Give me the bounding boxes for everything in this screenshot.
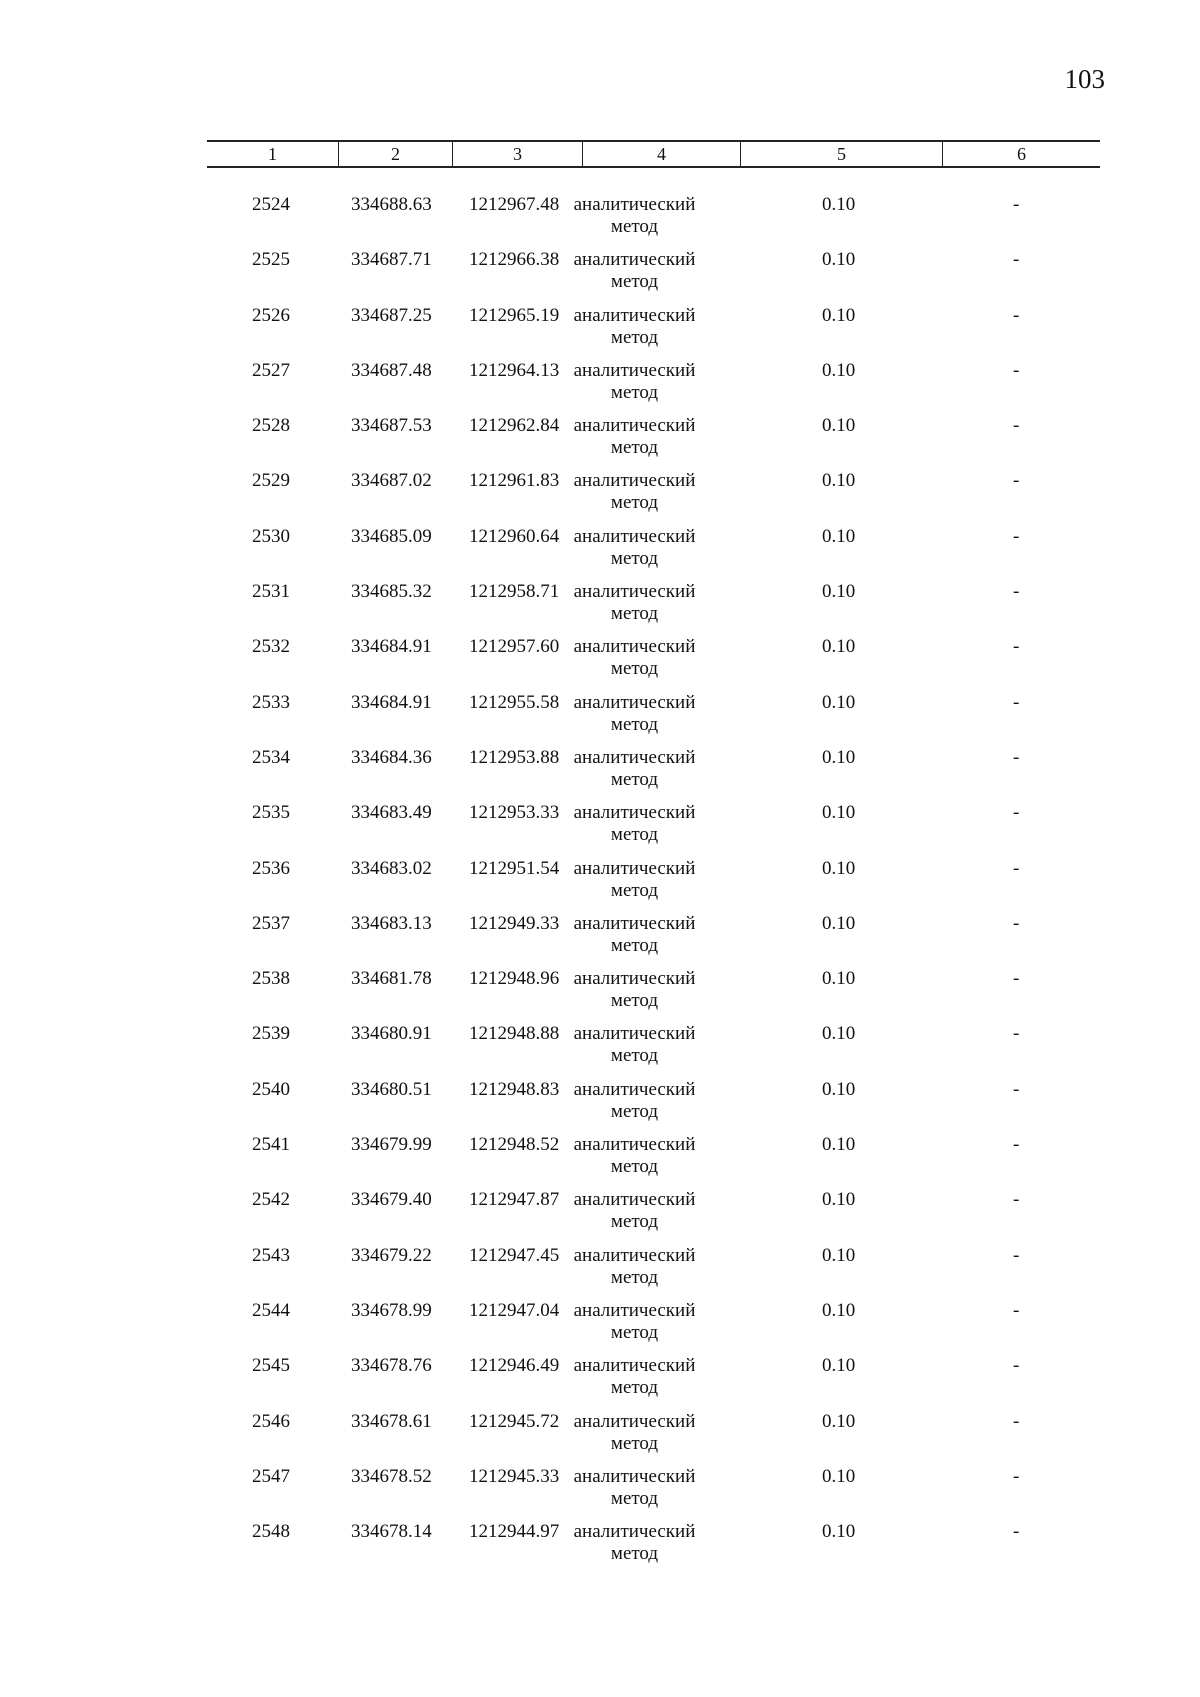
method-line-2: метод xyxy=(610,1432,659,1454)
method-cell xyxy=(547,747,722,791)
method-line-2: метод xyxy=(610,437,659,459)
point-number-cell: 2543 xyxy=(252,1244,290,1266)
table-row xyxy=(207,1355,1100,1410)
method-cell xyxy=(547,1189,722,1233)
method-cell xyxy=(547,1355,722,1399)
note-cell: - xyxy=(1013,912,1020,934)
x-coordinate-cell: 334685.32 xyxy=(351,581,432,603)
method-line-2: метод xyxy=(610,603,659,625)
method-cell xyxy=(547,968,722,1012)
note-cell: - xyxy=(1013,1410,1020,1432)
table-row xyxy=(207,802,1100,857)
method-cell xyxy=(547,1411,722,1455)
method-cell xyxy=(547,1245,722,1289)
y-coordinate-cell: 1212948.88 xyxy=(469,1023,560,1045)
x-coordinate-cell: 334687.53 xyxy=(351,415,432,437)
x-coordinate-cell: 334683.02 xyxy=(351,857,432,879)
accuracy-cell: 0.10 xyxy=(822,1465,856,1487)
method-line-1: аналитический xyxy=(573,1244,696,1266)
method-line-2: метод xyxy=(610,1100,659,1122)
method-line-1: аналитический xyxy=(573,746,696,768)
note-cell: - xyxy=(1013,1465,1020,1487)
method-line-1: аналитический xyxy=(573,857,696,879)
x-coordinate-cell: 334685.09 xyxy=(351,525,432,547)
note-cell: - xyxy=(1013,636,1020,658)
method-line-1: аналитический xyxy=(573,802,696,824)
note-cell: - xyxy=(1013,857,1020,879)
y-coordinate-cell: 1212953.33 xyxy=(469,802,560,824)
point-number-cell: 2536 xyxy=(252,857,290,879)
method-line-1: аналитический xyxy=(573,1299,696,1321)
method-line-2: метод xyxy=(610,768,659,790)
point-number-cell: 2541 xyxy=(252,1134,290,1156)
accuracy-cell: 0.10 xyxy=(822,1410,856,1432)
table-row xyxy=(207,692,1100,747)
coordinates-table xyxy=(207,140,1100,1576)
point-number-cell: 2533 xyxy=(252,691,290,713)
method-line-1: аналитический xyxy=(573,1189,696,1211)
accuracy-cell: 0.10 xyxy=(822,1189,856,1211)
table-row xyxy=(207,415,1100,470)
y-coordinate-cell: 1212945.72 xyxy=(469,1410,560,1432)
method-line-1: аналитический xyxy=(573,1078,696,1100)
x-coordinate-cell: 334684.36 xyxy=(351,746,432,768)
accuracy-cell: 0.10 xyxy=(822,1355,856,1377)
table-row xyxy=(207,858,1100,913)
accuracy-cell: 0.10 xyxy=(822,1078,856,1100)
table-row xyxy=(207,194,1100,249)
accuracy-cell: 0.10 xyxy=(822,581,856,603)
note-cell: - xyxy=(1013,746,1020,768)
method-line-1: аналитический xyxy=(573,359,696,381)
x-coordinate-cell: 334687.02 xyxy=(351,470,432,492)
y-coordinate-cell: 1212949.33 xyxy=(469,912,560,934)
x-coordinate-cell: 334678.14 xyxy=(351,1521,432,1543)
method-line-2: метод xyxy=(610,547,659,569)
table-header xyxy=(207,140,1100,168)
y-coordinate-cell: 1212957.60 xyxy=(469,636,560,658)
note-cell: - xyxy=(1013,802,1020,824)
x-coordinate-cell: 334678.52 xyxy=(351,1465,432,1487)
y-coordinate-cell: 1212948.83 xyxy=(469,1078,560,1100)
accuracy-cell: 0.10 xyxy=(822,1299,856,1321)
method-cell xyxy=(547,1079,722,1123)
accuracy-cell: 0.10 xyxy=(822,1023,856,1045)
table-row xyxy=(207,913,1100,968)
y-coordinate-cell: 1212965.19 xyxy=(469,304,560,326)
method-line-1: аналитический xyxy=(573,415,696,437)
x-coordinate-cell: 334684.91 xyxy=(351,636,432,658)
point-number-cell: 2526 xyxy=(252,304,290,326)
y-coordinate-cell: 1212958.71 xyxy=(469,581,560,603)
note-cell: - xyxy=(1013,1355,1020,1377)
table-row xyxy=(207,636,1100,691)
note-cell: - xyxy=(1013,968,1020,990)
y-coordinate-cell: 1212945.33 xyxy=(469,1465,560,1487)
note-cell: - xyxy=(1013,1244,1020,1266)
note-cell: - xyxy=(1013,525,1020,547)
table-row xyxy=(207,1411,1100,1466)
x-coordinate-cell: 334688.63 xyxy=(351,194,432,215)
table-row xyxy=(207,747,1100,802)
method-line-2: метод xyxy=(610,381,659,403)
method-line-1: аналитический xyxy=(573,1134,696,1156)
table-row xyxy=(207,1023,1100,1078)
method-cell xyxy=(547,194,722,238)
method-line-1: аналитический xyxy=(573,1023,696,1045)
column-header-4: 4 xyxy=(582,142,740,166)
x-coordinate-cell: 334687.48 xyxy=(351,359,432,381)
point-number-cell: 2547 xyxy=(252,1465,290,1487)
y-coordinate-cell: 1212960.64 xyxy=(469,525,560,547)
method-line-1: аналитический xyxy=(573,304,696,326)
y-coordinate-cell: 1212964.13 xyxy=(469,359,560,381)
method-line-1: аналитический xyxy=(573,1465,696,1487)
method-line-2: метод xyxy=(610,216,659,237)
y-coordinate-cell: 1212961.83 xyxy=(469,470,560,492)
x-coordinate-cell: 334683.13 xyxy=(351,912,432,934)
point-number-cell: 2542 xyxy=(252,1189,290,1211)
method-cell xyxy=(547,249,722,293)
accuracy-cell: 0.10 xyxy=(822,525,856,547)
point-number-cell: 2544 xyxy=(252,1299,290,1321)
method-line-2: метод xyxy=(610,271,659,293)
note-cell: - xyxy=(1013,1023,1020,1045)
method-line-2: метод xyxy=(610,1045,659,1067)
method-cell xyxy=(547,858,722,902)
method-cell xyxy=(547,415,722,459)
y-coordinate-cell: 1212948.96 xyxy=(469,968,560,990)
method-line-2: метод xyxy=(610,879,659,901)
note-cell: - xyxy=(1013,470,1020,492)
note-cell: - xyxy=(1013,415,1020,437)
method-line-1: аналитический xyxy=(573,691,696,713)
point-number-cell: 2548 xyxy=(252,1521,290,1543)
y-coordinate-cell: 1212966.38 xyxy=(469,249,560,271)
y-coordinate-cell: 1212947.04 xyxy=(469,1299,560,1321)
note-cell: - xyxy=(1013,581,1020,603)
method-line-2: метод xyxy=(610,1377,659,1399)
accuracy-cell: 0.10 xyxy=(822,304,856,326)
x-coordinate-cell: 334678.76 xyxy=(351,1355,432,1377)
table-row xyxy=(207,1521,1100,1576)
method-line-1: аналитический xyxy=(573,1355,696,1377)
note-cell: - xyxy=(1013,249,1020,271)
note-cell: - xyxy=(1013,359,1020,381)
table-row xyxy=(207,1245,1100,1300)
point-number-cell: 2527 xyxy=(252,359,290,381)
note-cell: - xyxy=(1013,194,1020,215)
x-coordinate-cell: 334680.51 xyxy=(351,1078,432,1100)
column-header-3: 3 xyxy=(452,142,582,166)
method-line-2: метод xyxy=(610,326,659,348)
point-number-cell: 2534 xyxy=(252,746,290,768)
method-line-1: аналитический xyxy=(573,194,696,215)
point-number-cell: 2528 xyxy=(252,415,290,437)
method-line-2: метод xyxy=(610,1321,659,1343)
method-cell xyxy=(547,305,722,349)
point-number-cell: 2535 xyxy=(252,802,290,824)
method-line-2: метод xyxy=(610,713,659,735)
method-line-1: аналитический xyxy=(573,525,696,547)
x-coordinate-cell: 334681.78 xyxy=(351,968,432,990)
note-cell: - xyxy=(1013,1189,1020,1211)
note-cell: - xyxy=(1013,1299,1020,1321)
point-number-cell: 2538 xyxy=(252,968,290,990)
point-number-cell: 2540 xyxy=(252,1078,290,1100)
y-coordinate-cell: 1212946.49 xyxy=(469,1355,560,1377)
method-line-1: аналитический xyxy=(573,249,696,271)
y-coordinate-cell: 1212953.88 xyxy=(469,746,560,768)
y-coordinate-cell: 1212947.45 xyxy=(469,1244,560,1266)
method-cell xyxy=(547,470,722,514)
method-cell xyxy=(547,692,722,736)
table-row xyxy=(207,968,1100,1023)
method-cell xyxy=(547,913,722,957)
y-coordinate-cell: 1212967.48 xyxy=(469,194,560,215)
table-row xyxy=(207,249,1100,304)
method-line-2: метод xyxy=(610,824,659,846)
accuracy-cell: 0.10 xyxy=(822,249,856,271)
method-cell xyxy=(547,1521,722,1565)
method-line-2: метод xyxy=(610,658,659,680)
method-line-1: аналитический xyxy=(573,581,696,603)
table-row xyxy=(207,470,1100,525)
method-cell xyxy=(547,1134,722,1178)
method-line-2: метод xyxy=(610,1156,659,1178)
x-coordinate-cell: 334684.91 xyxy=(351,691,432,713)
method-cell xyxy=(547,636,722,680)
column-header-6: 6 xyxy=(942,142,1100,166)
point-number-cell: 2525 xyxy=(252,249,290,271)
method-line-2: метод xyxy=(610,990,659,1012)
point-number-cell: 2545 xyxy=(252,1355,290,1377)
x-coordinate-cell: 334680.91 xyxy=(351,1023,432,1045)
note-cell: - xyxy=(1013,304,1020,326)
point-number-cell: 2531 xyxy=(252,581,290,603)
accuracy-cell: 0.10 xyxy=(822,912,856,934)
method-line-1: аналитический xyxy=(573,1410,696,1432)
point-number-cell: 2524 xyxy=(252,194,290,215)
column-header-2: 2 xyxy=(338,142,452,166)
accuracy-cell: 0.10 xyxy=(822,857,856,879)
y-coordinate-cell: 1212962.84 xyxy=(469,415,560,437)
method-cell xyxy=(547,526,722,570)
accuracy-cell: 0.10 xyxy=(822,359,856,381)
y-coordinate-cell: 1212948.52 xyxy=(469,1134,560,1156)
accuracy-cell: 0.10 xyxy=(822,470,856,492)
table-body xyxy=(207,194,1100,1576)
y-coordinate-cell: 1212947.87 xyxy=(469,1189,560,1211)
method-line-2: метод xyxy=(610,1211,659,1233)
table-row xyxy=(207,1134,1100,1189)
y-coordinate-cell: 1212944.97 xyxy=(469,1521,560,1543)
point-number-cell: 2530 xyxy=(252,525,290,547)
method-cell xyxy=(547,360,722,404)
note-cell: - xyxy=(1013,691,1020,713)
method-line-1: аналитический xyxy=(573,968,696,990)
point-number-cell: 2529 xyxy=(252,470,290,492)
accuracy-cell: 0.10 xyxy=(822,194,856,215)
x-coordinate-cell: 334687.25 xyxy=(351,304,432,326)
table-row xyxy=(207,526,1100,581)
point-number-cell: 2539 xyxy=(252,1023,290,1045)
x-coordinate-cell: 334679.22 xyxy=(351,1244,432,1266)
y-coordinate-cell: 1212951.54 xyxy=(469,857,560,879)
method-line-2: метод xyxy=(610,1266,659,1288)
x-coordinate-cell: 334679.99 xyxy=(351,1134,432,1156)
accuracy-cell: 0.10 xyxy=(822,968,856,990)
point-number-cell: 2546 xyxy=(252,1410,290,1432)
x-coordinate-cell: 334683.49 xyxy=(351,802,432,824)
note-cell: - xyxy=(1013,1078,1020,1100)
point-number-cell: 2532 xyxy=(252,636,290,658)
method-line-1: аналитический xyxy=(573,636,696,658)
table-row xyxy=(207,1189,1100,1244)
table-row xyxy=(207,1466,1100,1521)
x-coordinate-cell: 334687.71 xyxy=(351,249,432,271)
x-coordinate-cell: 334678.99 xyxy=(351,1299,432,1321)
accuracy-cell: 0.10 xyxy=(822,415,856,437)
accuracy-cell: 0.10 xyxy=(822,746,856,768)
accuracy-cell: 0.10 xyxy=(822,802,856,824)
column-header-5: 5 xyxy=(740,142,942,166)
accuracy-cell: 0.10 xyxy=(822,1521,856,1543)
method-line-1: аналитический xyxy=(573,1521,696,1543)
accuracy-cell: 0.10 xyxy=(822,636,856,658)
method-line-1: аналитический xyxy=(573,470,696,492)
table-row xyxy=(207,1300,1100,1355)
accuracy-cell: 0.10 xyxy=(822,1244,856,1266)
method-cell xyxy=(547,1023,722,1067)
method-cell xyxy=(547,581,722,625)
note-cell: - xyxy=(1013,1134,1020,1156)
y-coordinate-cell: 1212955.58 xyxy=(469,691,560,713)
method-cell xyxy=(547,1466,722,1510)
point-number-cell: 2537 xyxy=(252,912,290,934)
method-cell xyxy=(547,802,722,846)
table-row xyxy=(207,360,1100,415)
method-cell xyxy=(547,1300,722,1344)
method-line-2: метод xyxy=(610,934,659,956)
note-cell: - xyxy=(1013,1521,1020,1543)
method-line-2: метод xyxy=(610,1543,659,1565)
accuracy-cell: 0.10 xyxy=(822,1134,856,1156)
table-row xyxy=(207,1079,1100,1134)
method-line-1: аналитический xyxy=(573,912,696,934)
accuracy-cell: 0.10 xyxy=(822,691,856,713)
x-coordinate-cell: 334678.61 xyxy=(351,1410,432,1432)
method-line-2: метод xyxy=(610,492,659,514)
page-number: 103 xyxy=(1064,64,1105,94)
table-row xyxy=(207,305,1100,360)
table-row xyxy=(207,581,1100,636)
column-header-1: 1 xyxy=(268,144,277,164)
method-line-2: метод xyxy=(610,1487,659,1509)
x-coordinate-cell: 334679.40 xyxy=(351,1189,432,1211)
